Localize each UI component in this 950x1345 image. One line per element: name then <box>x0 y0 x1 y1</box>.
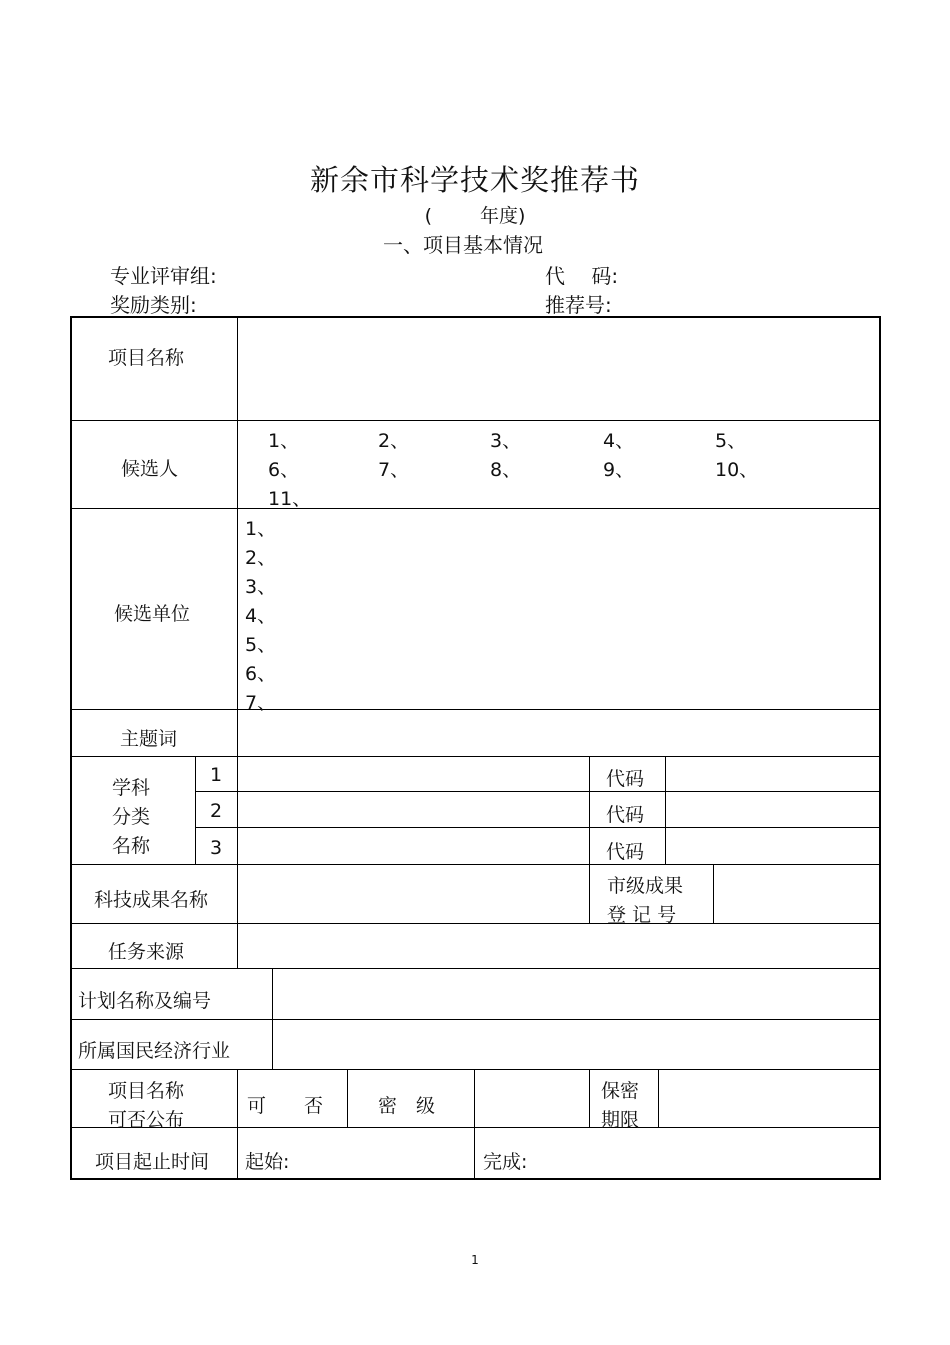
candidate-slot[interactable]: 8、 <box>490 459 522 481</box>
keywords-field[interactable] <box>238 710 880 756</box>
section-heading: 一、项目基本情况 <box>383 233 543 257</box>
row-divider <box>70 1127 881 1128</box>
row-divider <box>70 923 881 924</box>
discipline-label-line: 名称 <box>112 835 151 857</box>
candidate-slot[interactable]: 5、 <box>715 430 747 452</box>
candidate-slot[interactable]: 9、 <box>603 459 635 481</box>
discipline-label-line: 分类 <box>112 806 151 828</box>
col-divider <box>195 756 196 864</box>
candidate-slot[interactable]: 3、 <box>490 430 522 452</box>
candidate-slot[interactable]: 4、 <box>603 430 635 452</box>
col-divider <box>589 756 590 923</box>
industry-label: 所属国民经济行业 <box>78 1040 231 1062</box>
publish-label-line: 项目名称 <box>108 1080 185 1102</box>
discipline-code-label: 代码 <box>606 841 645 863</box>
col-divider <box>589 1069 590 1127</box>
row-divider <box>70 508 881 509</box>
candidate-slot[interactable]: 2、 <box>378 430 410 452</box>
candidates-label: 候选人 <box>121 458 179 480</box>
col-divider <box>474 1069 475 1180</box>
achievement-name-label: 科技成果名称 <box>94 889 209 911</box>
award-category-label: 奖励类别: <box>110 293 197 317</box>
col-divider <box>665 756 666 864</box>
finish-label: 完成: <box>483 1151 528 1173</box>
row-divider <box>70 968 881 969</box>
plan-name-label: 计划名称及编号 <box>78 990 212 1012</box>
project-name-field[interactable] <box>238 317 880 420</box>
unit-slot[interactable]: 2、 <box>245 547 277 569</box>
page-number: 1 <box>471 1253 479 1267</box>
year-open-paren: ( <box>424 205 432 227</box>
row-divider <box>70 864 881 865</box>
candidate-slot[interactable]: 7、 <box>378 459 410 481</box>
unit-slot[interactable]: 1、 <box>245 518 277 540</box>
project-name-label: 项目名称 <box>108 347 185 369</box>
candidate-slot[interactable]: 1、 <box>268 430 300 452</box>
unit-slot[interactable]: 5、 <box>245 634 277 656</box>
secret-period-label-line: 期限 <box>601 1109 640 1131</box>
col-divider <box>347 1069 348 1127</box>
row-divider <box>70 420 881 421</box>
task-source-label: 任务来源 <box>108 941 185 963</box>
row-divider <box>70 756 881 757</box>
publish-label-line: 可否公布 <box>108 1109 185 1131</box>
year-line <box>0 201 950 228</box>
discipline-code-label: 代码 <box>606 804 645 826</box>
discipline-code-label: 代码 <box>606 768 645 790</box>
yes-no-option[interactable]: 可 否 <box>247 1095 324 1117</box>
code-label: 代 码: <box>545 264 619 288</box>
review-group-label: 专业评审组: <box>110 264 217 288</box>
row-divider <box>70 1019 881 1020</box>
city-reg-label-line: 登 记 号 <box>607 904 677 926</box>
start-label: 起始: <box>245 1151 290 1173</box>
keywords-label: 主题词 <box>120 728 178 750</box>
row-divider <box>70 1069 881 1070</box>
col-divider <box>272 968 273 1069</box>
row-divider <box>195 827 881 828</box>
secret-level-label: 密 级 <box>378 1095 436 1117</box>
unit-slot[interactable]: 3、 <box>245 576 277 598</box>
discipline-row-number: 3 <box>210 837 223 859</box>
recommend-no-label: 推荐号: <box>545 293 612 317</box>
period-label: 项目起止时间 <box>95 1151 210 1173</box>
unit-slot[interactable]: 7、 <box>245 692 277 714</box>
year-label: 年度) <box>480 205 526 227</box>
candidate-slot[interactable]: 6、 <box>268 459 300 481</box>
col-divider <box>713 864 714 923</box>
candidate-slot[interactable]: 11、 <box>268 488 312 510</box>
city-reg-label-line: 市级成果 <box>607 875 684 897</box>
discipline-label-line: 学科 <box>112 777 151 799</box>
unit-slot[interactable]: 6、 <box>245 663 277 685</box>
discipline-row-number: 2 <box>210 800 223 822</box>
units-label: 候选单位 <box>114 603 191 625</box>
secret-period-label-line: 保密 <box>601 1080 640 1102</box>
row-divider <box>195 791 881 792</box>
document-title: 新余市科学技术奖推荐书 <box>309 163 640 197</box>
col-divider <box>658 1069 659 1127</box>
unit-slot[interactable]: 4、 <box>245 605 277 627</box>
discipline-row-number: 1 <box>210 764 223 786</box>
candidate-slot[interactable]: 10、 <box>715 459 759 481</box>
col-divider <box>237 1069 238 1180</box>
